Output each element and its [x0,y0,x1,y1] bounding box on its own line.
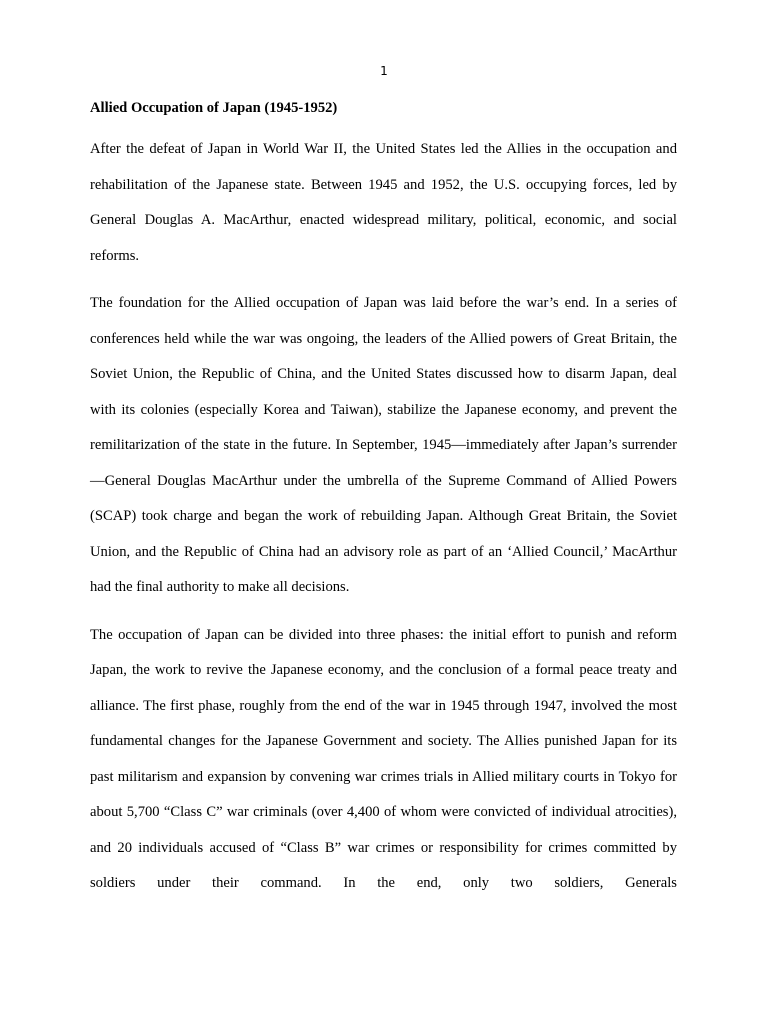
paragraph-3: The occupation of Japan can be divided into three phases: the initial effort to punish and reform Japan, the work to revive the Japanese economy, and the conclusion of a formal peace treaty and alliance. The first phase, roughly from the end of the war in 1945 through 1947, involved the most fundamental changes for the Japanese Government and society. The Allies punished Japan for its past militarism and expansion by convening war crimes trials in Allied military courts in Tokyo for about 5,700 “Class C” war criminals (over 4,400 of whom were convicted of individual atrocities), and 20 individuals accused of “Class B” war crimes or responsibility for crimes committed by soldiers under their command. In the end, only two soldiers, Generals [90,626,677,891]
paragraph-2: The foundation for the Allied occupation of Japan was laid before the war’s end. In a series of conferences held while the war was ongoing, the leaders of the Allied powers of Great Britain, the Soviet Union, the Republic of China, and the United States discussed how to disarm Japan, deal with its colonies (especially Korea and Taiwan), stabilize the Japanese economy, and prevent the remilitarization of the state in the future. In September, 1945—immediately after Japan’s surrender—General Douglas MacArthur under the umbrella of the Supreme Command of Allied Powers (SCAP) took charge and began the work of rebuilding Japan. Although Great Britain, the Soviet Union, and the Republic of China had an advisory role as part of an ‘Allied Council,’ MacArthur had the final authority to make all decisions. [90,295,677,595]
page-number: 1 [380,64,388,78]
document-body [90,97,677,902]
paragraph-1: After the defeat of Japan in World War II, the United States led the Allies in the occupation and rehabilitation of the Japanese state. Between 1945 and 1952, the U.S. occupying forces, led by General Douglas A. MacArthur, enacted widespread military, political, economic, and social reforms. [90,141,677,264]
document-title: Allied Occupation of Japan (1945-1952) [90,100,338,116]
